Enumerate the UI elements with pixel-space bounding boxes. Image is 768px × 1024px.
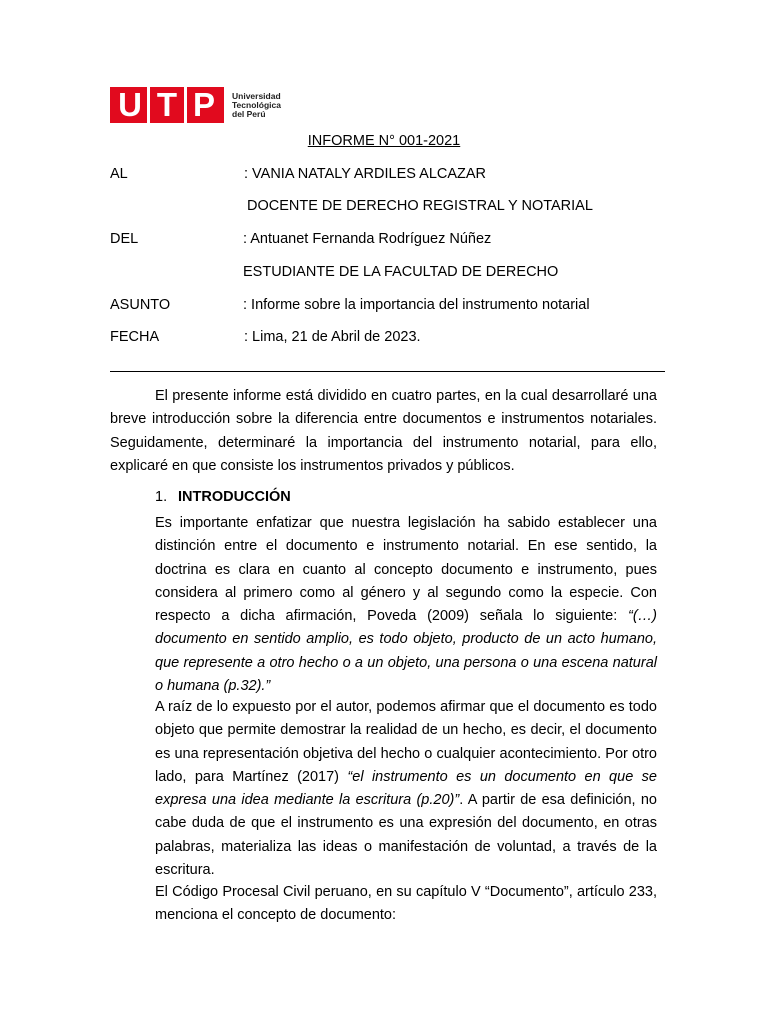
fecha-label: FECHA	[110, 329, 160, 345]
asunto-value: : Informe sobre la importancia del instrumento notarial	[243, 297, 590, 313]
fecha-value: : Lima, 21 de Abril de 2023.	[244, 329, 421, 345]
al-value: : VANIA NATALY ARDILES ALCAZAR	[244, 166, 487, 182]
paragraph-2-quote: “el instrumento es un documento en que se expresa una idea mediante la escritura (p.20)”	[155, 768, 657, 809]
asunto-label: ASUNTO	[110, 297, 171, 313]
logo-line-2: Tecnológica	[232, 99, 281, 110]
logo-separator	[184, 87, 187, 123]
paragraph-2-text-a: A raíz de lo expuesto por el autor, podemos afirmar que el documento es todo objeto que permite demostrar la realidad de un hecho, es decir, el documento es una representación objetiva del hecho o cualquier acontecimiento. Por otro lado, para Martínez (2017)	[155, 699, 657, 785]
al-role: DOCENTE DE DERECHO REGISTRAL Y NOTARIAL	[247, 198, 593, 214]
logo-letter-u: U	[118, 86, 142, 123]
logo-letter-p: P	[192, 86, 215, 123]
section-title: INTRODUCCIÓN	[178, 489, 291, 505]
logo-line-3: del Perú	[232, 108, 266, 119]
paragraph-2	[155, 696, 657, 882]
logo-letter-t: T	[156, 86, 178, 123]
header-divider	[110, 371, 665, 372]
al-label: AL	[110, 166, 128, 182]
paragraph-2-text-b: . A partir de esa definición, no cabe duda de que el instrumento es una expresión del documento, en otras palabras, materializa las ideas o manifestación de voluntad, a través de la escritura.	[155, 792, 657, 879]
logo-mark	[110, 87, 224, 123]
del-label: DEL	[110, 231, 139, 247]
del-value: : Antuanet Fernanda Rodríguez Núñez	[243, 231, 492, 247]
paragraph-1	[155, 512, 657, 698]
logo-line-1: Universidad	[232, 90, 281, 101]
section-number: 1.	[155, 489, 168, 505]
section-heading	[155, 489, 291, 505]
intro-paragraph: El presente informe está dividido en cuatro partes, en la cual desarrollaré una breve introducción sobre la diferencia entre documentos e instrumentos notariales. Seguidamente, determinaré la importancia del instrumento notarial, para ello, explicaré en que consiste los instrumentos privados y públicos.	[110, 388, 657, 474]
del-role: ESTUDIANTE DE LA FACULTAD DE DERECHO	[243, 264, 559, 280]
paragraph-3: El Código Procesal Civil peruano, en su capítulo V “Documento”, artículo 233, menciona el concepto de documento:	[155, 884, 657, 924]
paragraph-1-quote: “(…) documento en sentido amplio, es todo objeto, producto de un acto humano, que represente a otro hecho o a un objeto, una persona o una escena natural o humana (p.32).”	[155, 608, 657, 695]
logo-separator	[147, 87, 150, 123]
utp-logo	[110, 87, 281, 123]
paragraph-1-text: Es importante enfatizar que nuestra legislación ha sabido establecer una distinción entre el documento e instrumento notarial. En ese sentido, la doctrina es clara en cuanto al concepto documento e instrumento, pues considera al primero como al género y al segundo como la especie. Con respecto a dicha afirmación, Poveda (2009) señala lo siguiente:	[155, 515, 657, 625]
logo-wordmark	[232, 92, 281, 119]
report-title: INFORME N° 001-2021	[307, 133, 461, 149]
